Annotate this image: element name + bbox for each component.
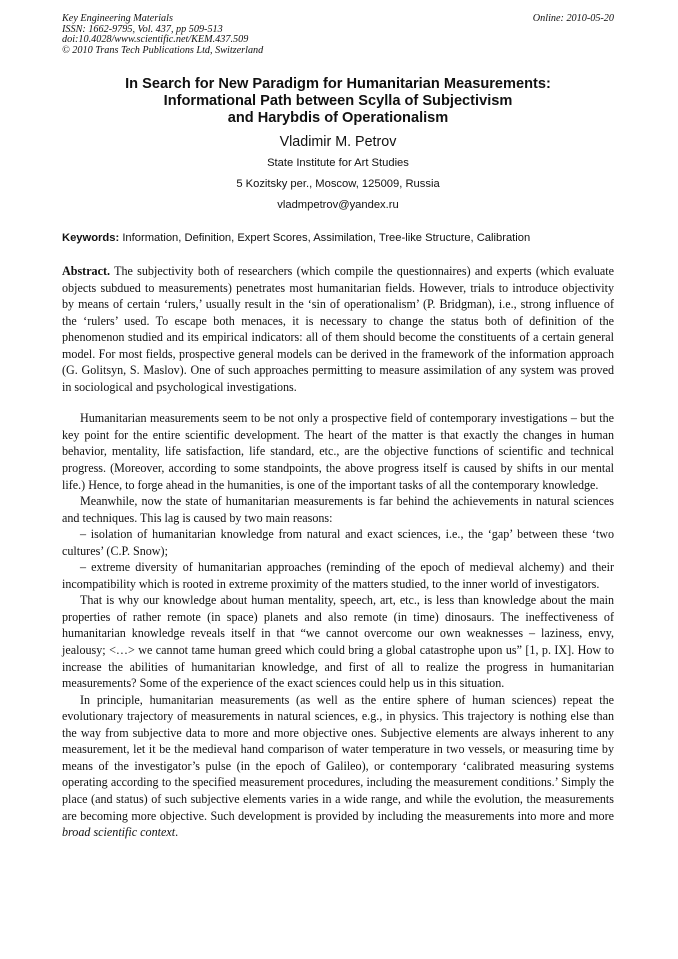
abstract-text: The subjectivity both of researchers (which compile the questionnaires) and experts (which evaluate objects subdued to measurements) penetrates most humanitarian fields. However, trials to introduce objectivity by means of certain ‘rulers,’ usually result in the ‘sin of operationalism’ (P. Bridgman), i.e., strong influence of the ‘rulers’ used. To escape both menaces, it is necessary to change the status both of definition of the phenomenon studied and its empirical indicators: all of them should become the constituents of a certain general model. For most fields, prospective general models can be derived in the framework of the information approach (G. Golitsyn, S. Maslov). One of such approaches permitting to measure assimilation of any system was proved in sociological and psychological investigations.	[62, 264, 614, 394]
affiliation-block	[62, 153, 614, 216]
title-line: Informational Path between Scylla of Subjectivism	[163, 93, 513, 109]
address: 5 Kozitsky per., Moscow, 125009, Russia	[236, 178, 440, 190]
doi-line: doi:10.4028/www.scientific.net/KEM.437.509	[62, 34, 249, 45]
emphasis-text: broad scientific context	[62, 825, 176, 840]
paragraph: – isolation of humanitarian knowledge from natural and exact sciences, i.e., the ‘gap’ between these ‘two cultures’ (C.P. Snow);	[62, 527, 614, 558]
paper-title	[62, 76, 614, 127]
title-line: In Search for New Paradigm for Humanitarian Measurements:	[125, 76, 551, 92]
paragraph: Humanitarian measurements seem to be not only a prospective field of contemporary investigations – but the key point for the entire scientific development. The heart of the matter is that exactly the changes in human behavior, mentality, life satisfaction, life standard, etc., are the objective functions of scientific and technical progress. (Moreover, according to some standpoints, the above progress itself is caused by shifts in our mental life.) Hence, to forge ahead in the humanities, is one of the important tasks of all the contemporary knowledge.	[62, 411, 614, 492]
issn-line: ISSN: 1662-9795, Vol. 437, pp 509-513	[62, 23, 223, 35]
author-name: Vladimir M. Petrov	[279, 134, 397, 150]
paragraph: Meanwhile, now the state of humanitarian measurements is far behind the achievements in natural sciences and techniques. This lag is caused by two main reasons:	[62, 494, 614, 525]
page	[62, 14, 614, 841]
paragraph: That is why our knowledge about human mentality, speech, art, etc., is less than knowledge about the main properties of rather remote (in space) planets and also remote (in time) dinosaurs. The ineffectiveness of humanitarian knowledge reveals itself in that “we cannot overcome our own weaknesses – laziness, envy, jealousy; <…> we cannot tame human greed which could bring a global catastrophe upon us” [1, p. IX]. How to increase the abilities of humanitarian knowledge, and first of all to realize the progress in humanitarian measurements? Some of the experience of the exact sciences could help us in this situation.	[62, 593, 614, 691]
paragraph: – extreme diversity of humanitarian approaches (reminding of the epoch of medieval alchemy) and their incompatibility which is rooted in extreme proximity of the matters studied, to the inner world of investigators.	[62, 560, 614, 591]
abstract-label: Abstract.	[62, 264, 111, 278]
keywords-text: Information, Definition, Expert Scores, Assimilation, Tree-like Structure, Calibration	[122, 232, 531, 244]
institute: State Institute for Art Studies	[267, 157, 409, 169]
online-date: Online: 2010-05-20	[532, 13, 614, 24]
title-line: and Harybdis of Operationalism	[227, 110, 449, 126]
journal-name: Key Engineering Materials	[62, 13, 173, 24]
abstract	[62, 263, 614, 395]
copyright-line: © 2010 Trans Tech Publications Ltd, Switzerland	[62, 44, 264, 56]
keywords-label: Keywords:	[62, 232, 120, 244]
keywords	[62, 231, 614, 245]
paragraph-end: .	[175, 825, 179, 840]
body-text	[62, 410, 614, 840]
paragraph-text: In principle, humanitarian measurements (as well as the entire sphere of human sciences) repeat the evolutionary trajectory of measurements in natural sciences, e.g., in physics. This trajectory is nothing else than the way from subjective data to more and more objective ones. Subjective elements are always inherent to any measurement, let it be the medieval hand comparison of water temperature in two vessels, or measuring time by means of the investigator’s pulse (in the epoch of Galileo), or contemporary ‘calibrated measuring systems operating according to the specified measurement procedures, including the measurement conditions.’ Simply the place (and status) of such subjective elements varies in a wide range, and while the evolution, the measurements are becoming more objective. Such development is provided by including the measurements into more and more	[62, 692, 614, 823]
paragraph	[62, 692, 614, 841]
journal-header	[62, 14, 614, 56]
email: vladmpetrov@yandex.ru	[277, 199, 399, 211]
